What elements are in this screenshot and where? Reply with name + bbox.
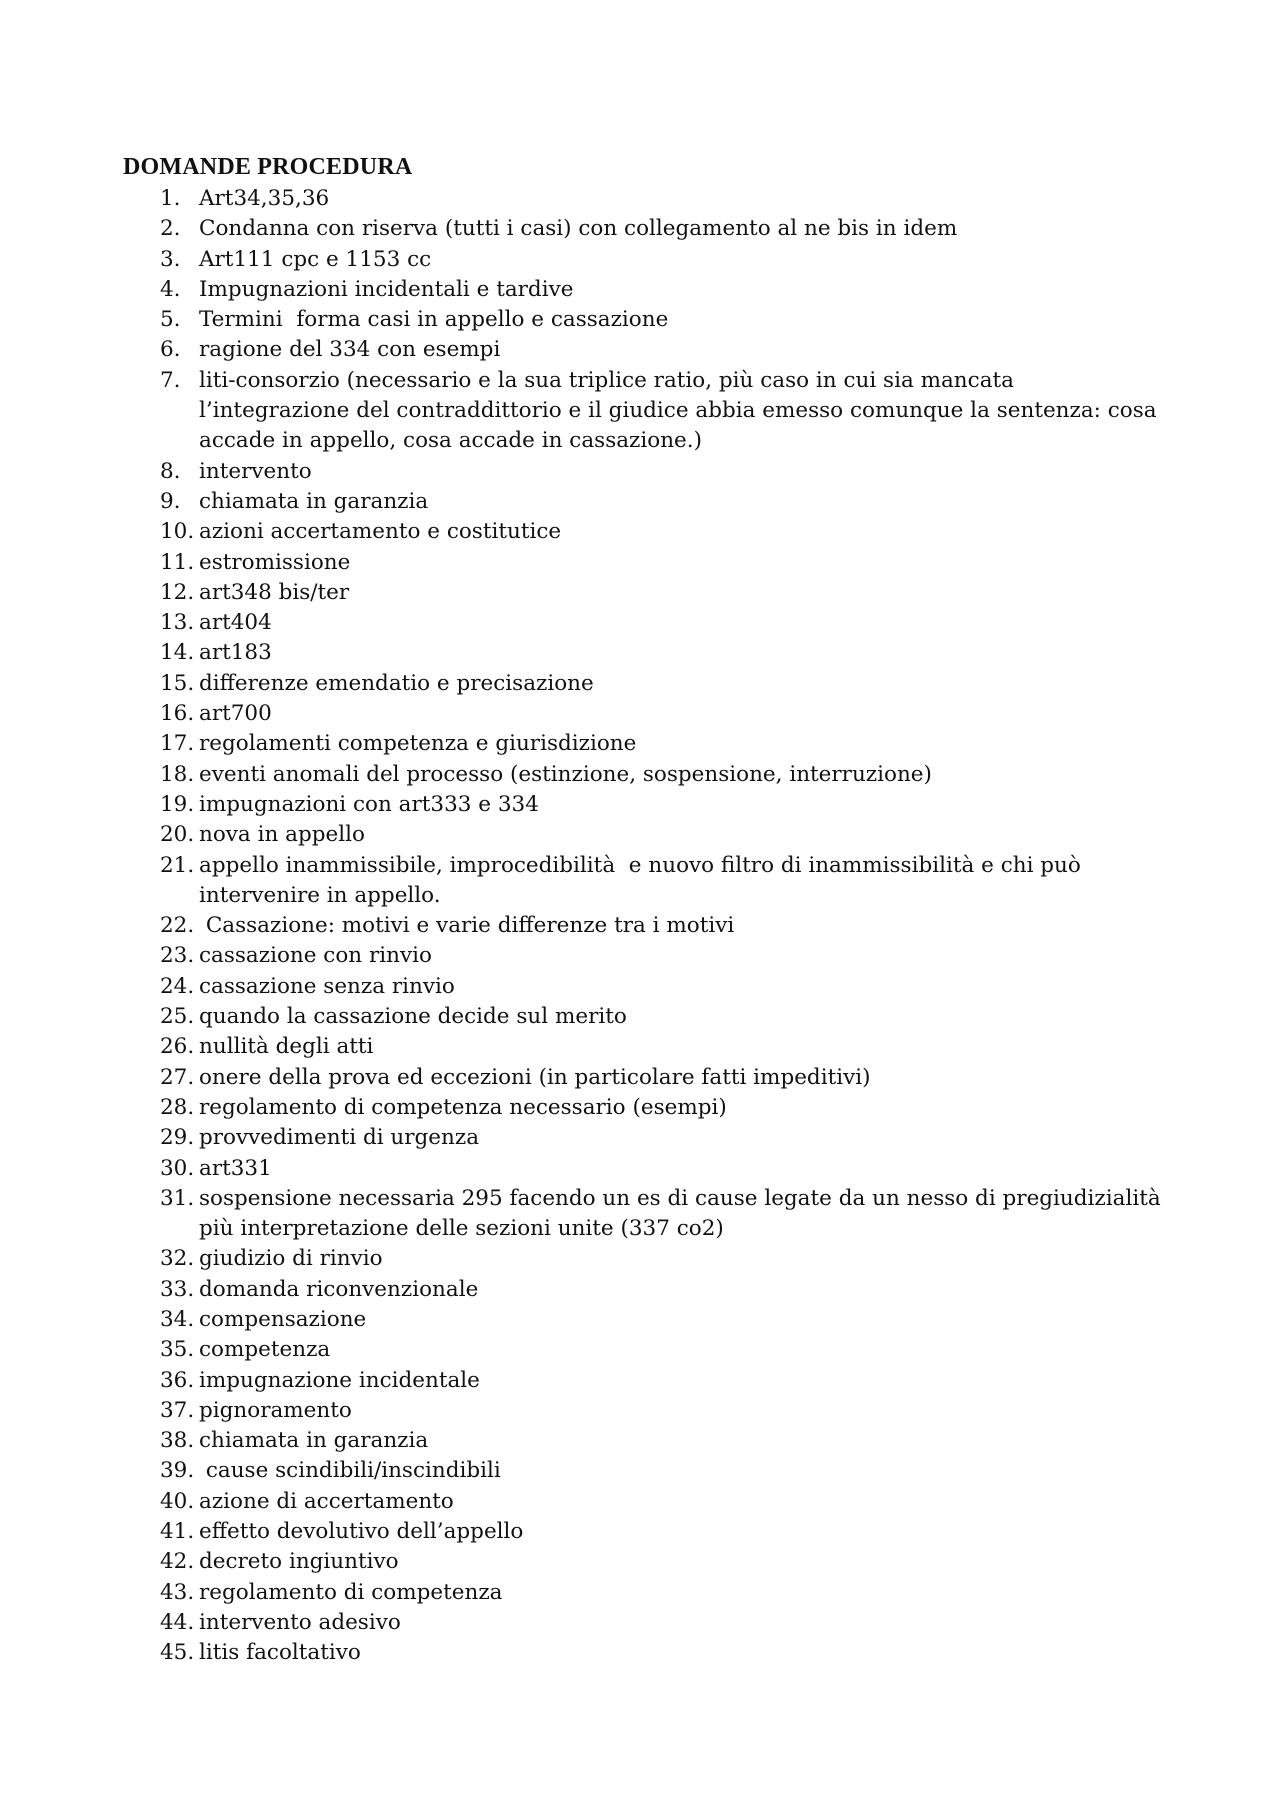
question-text-line: intervento: [199, 458, 312, 484]
question-text-line: regolamenti competenza e giurisdizione: [199, 731, 637, 757]
question-number: 41.: [160, 1519, 195, 1545]
question-item: [0, 1456, 1280, 1486]
question-text-line: Art34,35,36: [199, 186, 330, 211]
question-item: [0, 1638, 1280, 1668]
question-number: 23.: [160, 943, 195, 969]
question-text: [199, 184, 1189, 214]
question-text: [199, 1244, 1189, 1274]
question-number: 27.: [160, 1064, 195, 1090]
question-text: [199, 760, 1189, 790]
question-text: [199, 1032, 1189, 1062]
question-item: [0, 1305, 1280, 1335]
question-item: [0, 184, 1280, 214]
question-number: 9.: [160, 488, 181, 514]
question-text: [199, 1487, 1189, 1517]
question-text-line: differenze emendatio e precisazione: [199, 670, 594, 696]
question-number: 20.: [160, 822, 195, 848]
question-item: [0, 1517, 1280, 1547]
question-text-line: art183: [199, 640, 272, 666]
question-text-line: onere della prova ed eccezioni (in particolare fatti impeditivi): [199, 1064, 871, 1090]
question-text: [199, 699, 1189, 729]
question-text: [199, 911, 1189, 941]
question-text: [199, 608, 1189, 638]
question-text-line: azioni accertamento e costitutice: [199, 519, 562, 545]
question-item: [0, 1063, 1280, 1093]
question-number: 2.: [160, 216, 181, 242]
question-number: 38.: [160, 1428, 195, 1454]
question-number: 21.: [160, 852, 195, 878]
question-number: 43.: [160, 1579, 195, 1605]
question-number: 24.: [160, 973, 195, 999]
question-text: [199, 1184, 1189, 1245]
question-number: 7.: [160, 367, 181, 393]
question-text-line: accade in appello, cosa accade in cassazione.): [199, 428, 702, 454]
question-item: [0, 1002, 1280, 1032]
question-text-line: quando la cassazione decide sul merito: [199, 1004, 627, 1030]
question-item: [0, 366, 1280, 457]
question-item: [0, 820, 1280, 850]
question-text-line: effetto devolutivo dell’appello: [199, 1519, 524, 1545]
question-number: 11.: [160, 549, 195, 575]
question-item: [0, 1366, 1280, 1396]
question-text: [199, 548, 1189, 578]
question-item: [0, 1487, 1280, 1517]
question-text-line: nullità degli atti: [199, 1034, 374, 1060]
question-text-line: eventi anomali del processo (estinzione, sospensione, interruzione): [199, 761, 932, 787]
question-number: 1.: [160, 186, 181, 211]
question-text-line: cause scindibili/inscindibili: [199, 1458, 501, 1484]
question-item: [0, 1396, 1280, 1426]
question-text: [199, 578, 1189, 608]
question-text: [199, 214, 1189, 244]
question-number: 36.: [160, 1367, 195, 1393]
question-number: 18.: [160, 761, 195, 787]
question-item: [0, 790, 1280, 820]
question-text-line: art331: [199, 1155, 272, 1181]
question-text: [199, 851, 1189, 912]
question-item: [0, 275, 1280, 305]
question-text: [199, 1123, 1189, 1153]
question-text: [199, 1456, 1189, 1486]
question-text-line: decreto ingiuntivo: [199, 1549, 399, 1575]
question-text-line: regolamento di competenza: [199, 1579, 503, 1605]
question-number: 12.: [160, 579, 195, 605]
question-item: [0, 214, 1280, 244]
question-text-line: regolamento di competenza necessario (esempi): [199, 1094, 727, 1120]
question-number: 44.: [160, 1609, 195, 1635]
question-number: 14.: [160, 640, 195, 666]
question-text: [199, 1154, 1189, 1184]
question-item: [0, 638, 1280, 668]
question-number: 42.: [160, 1549, 195, 1575]
question-text-line: intervenire in appello.: [199, 882, 441, 908]
question-item: [0, 1547, 1280, 1577]
question-text: [199, 1002, 1189, 1032]
question-text-line: appello inammissibile, improcedibilità e nuovo filtro di inammissibilità e chi può: [199, 852, 1081, 878]
question-text-line: l’integrazione del contraddittorio e il giudice abbia emesso comunque la sentenza: cosa: [199, 398, 1157, 424]
question-number: 16.: [160, 701, 195, 727]
question-item: [0, 941, 1280, 971]
question-text-line: domanda riconvenzionale: [199, 1276, 479, 1302]
question-number: 22.: [160, 913, 195, 939]
question-text-line: competenza: [199, 1337, 331, 1363]
question-text-line: impugnazione incidentale: [199, 1367, 480, 1393]
question-item: [0, 1093, 1280, 1123]
question-number: 4.: [160, 276, 181, 302]
question-number: 29.: [160, 1125, 195, 1151]
question-item: [0, 548, 1280, 578]
question-text-line: cassazione senza rinvio: [199, 973, 455, 999]
question-text: [199, 245, 1189, 275]
question-text: [199, 669, 1189, 699]
question-text: [199, 1517, 1189, 1547]
question-item: [0, 972, 1280, 1002]
question-number: 33.: [160, 1276, 195, 1302]
question-text: [199, 1305, 1189, 1335]
question-number: 6.: [160, 337, 181, 363]
question-text: [199, 275, 1189, 305]
question-number: 39.: [160, 1458, 195, 1484]
question-item: [0, 245, 1280, 275]
question-text-line: cassazione con rinvio: [199, 943, 432, 969]
question-text: [199, 941, 1189, 971]
question-text-line: azione di accertamento: [199, 1488, 454, 1514]
question-text: [199, 972, 1189, 1002]
question-item: [0, 487, 1280, 517]
question-number: 8.: [160, 458, 181, 484]
question-number: 30.: [160, 1155, 195, 1181]
question-text: [199, 1547, 1189, 1577]
question-number: 3.: [160, 246, 181, 272]
question-text: [199, 1063, 1189, 1093]
question-item: [0, 1608, 1280, 1638]
question-number: 40.: [160, 1488, 195, 1514]
question-text-line: Art111 cpc e 1153 cc: [199, 246, 432, 272]
question-item: [0, 669, 1280, 699]
question-number: 45.: [160, 1640, 195, 1666]
question-text-line: intervento adesivo: [199, 1609, 401, 1635]
question-text-line: compensazione: [199, 1306, 367, 1332]
question-number: 34.: [160, 1306, 195, 1332]
question-text: [199, 1638, 1189, 1668]
question-text-line: Condanna con riserva (tutti i casi) con collegamento al ne bis in idem: [199, 216, 958, 242]
question-text-line: art404: [199, 610, 272, 636]
question-text-line: sospensione necessaria 295 facendo un es di cause legate da un nesso di pregiudizialità: [199, 1185, 1161, 1211]
question-text: [199, 1366, 1189, 1396]
question-text: [199, 1093, 1189, 1123]
question-text: [199, 1608, 1189, 1638]
question-text: [199, 305, 1189, 335]
question-item: [0, 1184, 1280, 1245]
question-text-line: nova in appello: [199, 822, 365, 848]
question-item: [0, 1123, 1280, 1153]
question-text: [199, 1426, 1189, 1456]
question-item: [0, 1275, 1280, 1305]
question-text-line: ragione del 334 con esempi: [199, 337, 501, 363]
question-text: [199, 366, 1189, 457]
question-item: [0, 1032, 1280, 1062]
question-text-line: Termini forma casi in appello e cassazione: [199, 307, 669, 333]
question-number: 26.: [160, 1034, 195, 1060]
question-text-line: più interpretazione delle sezioni unite (337 co2): [199, 1216, 724, 1242]
question-text: [199, 1275, 1189, 1305]
question-number: 10.: [160, 519, 195, 545]
document-title: DOMANDE PROCEDURA: [123, 154, 413, 180]
question-item: [0, 1154, 1280, 1184]
question-text: [199, 517, 1189, 547]
question-text: [199, 457, 1189, 487]
question-item: [0, 517, 1280, 547]
question-number: 19.: [160, 791, 195, 817]
question-item: [0, 699, 1280, 729]
question-item: [0, 1335, 1280, 1365]
question-text: [199, 638, 1189, 668]
question-text-line: liti-consorzio (necessario e la sua triplice ratio, più caso in cui sia mancata: [199, 367, 1014, 393]
question-number: 28.: [160, 1094, 195, 1120]
question-text-line: litis facoltativo: [199, 1640, 361, 1666]
question-text-line: Impugnazioni incidentali e tardive: [199, 276, 574, 302]
question-item: [0, 851, 1280, 912]
question-text: [199, 1335, 1189, 1365]
question-text-line: Cassazione: motivi e varie differenze tra i motivi: [199, 913, 735, 939]
question-text: [199, 335, 1189, 365]
question-number: 35.: [160, 1337, 195, 1363]
question-text: [199, 729, 1189, 759]
question-item: [0, 729, 1280, 759]
question-number: 17.: [160, 731, 195, 757]
question-text: [199, 790, 1189, 820]
question-item: [0, 1578, 1280, 1608]
question-number: 32.: [160, 1246, 195, 1272]
question-item: [0, 1244, 1280, 1274]
question-text-line: chiamata in garanzia: [199, 1428, 429, 1454]
question-item: [0, 457, 1280, 487]
question-item: [0, 305, 1280, 335]
question-text-line: giudizio di rinvio: [199, 1246, 383, 1272]
question-text: [199, 487, 1189, 517]
question-number: 5.: [160, 307, 181, 333]
question-item: [0, 760, 1280, 790]
question-text-line: provvedimenti di urgenza: [199, 1125, 480, 1151]
question-item: [0, 911, 1280, 941]
question-item: [0, 608, 1280, 638]
question-number: 31.: [160, 1185, 195, 1211]
question-text: [199, 1578, 1189, 1608]
question-text-line: art348 bis/ter: [199, 579, 350, 605]
question-item: [0, 335, 1280, 365]
question-number: 13.: [160, 610, 195, 636]
question-number: 37.: [160, 1397, 195, 1423]
question-number: 25.: [160, 1004, 195, 1030]
question-text-line: impugnazioni con art333 e 334: [199, 791, 539, 817]
question-text-line: chiamata in garanzia: [199, 488, 429, 514]
question-item: [0, 1426, 1280, 1456]
question-text-line: estromissione: [199, 549, 351, 575]
question-list: [0, 184, 1280, 1669]
question-text-line: pignoramento: [199, 1397, 352, 1423]
question-text-line: art700: [199, 701, 272, 727]
question-text: [199, 1396, 1189, 1426]
question-text: [199, 820, 1189, 850]
question-item: [0, 578, 1280, 608]
question-number: 15.: [160, 670, 195, 696]
